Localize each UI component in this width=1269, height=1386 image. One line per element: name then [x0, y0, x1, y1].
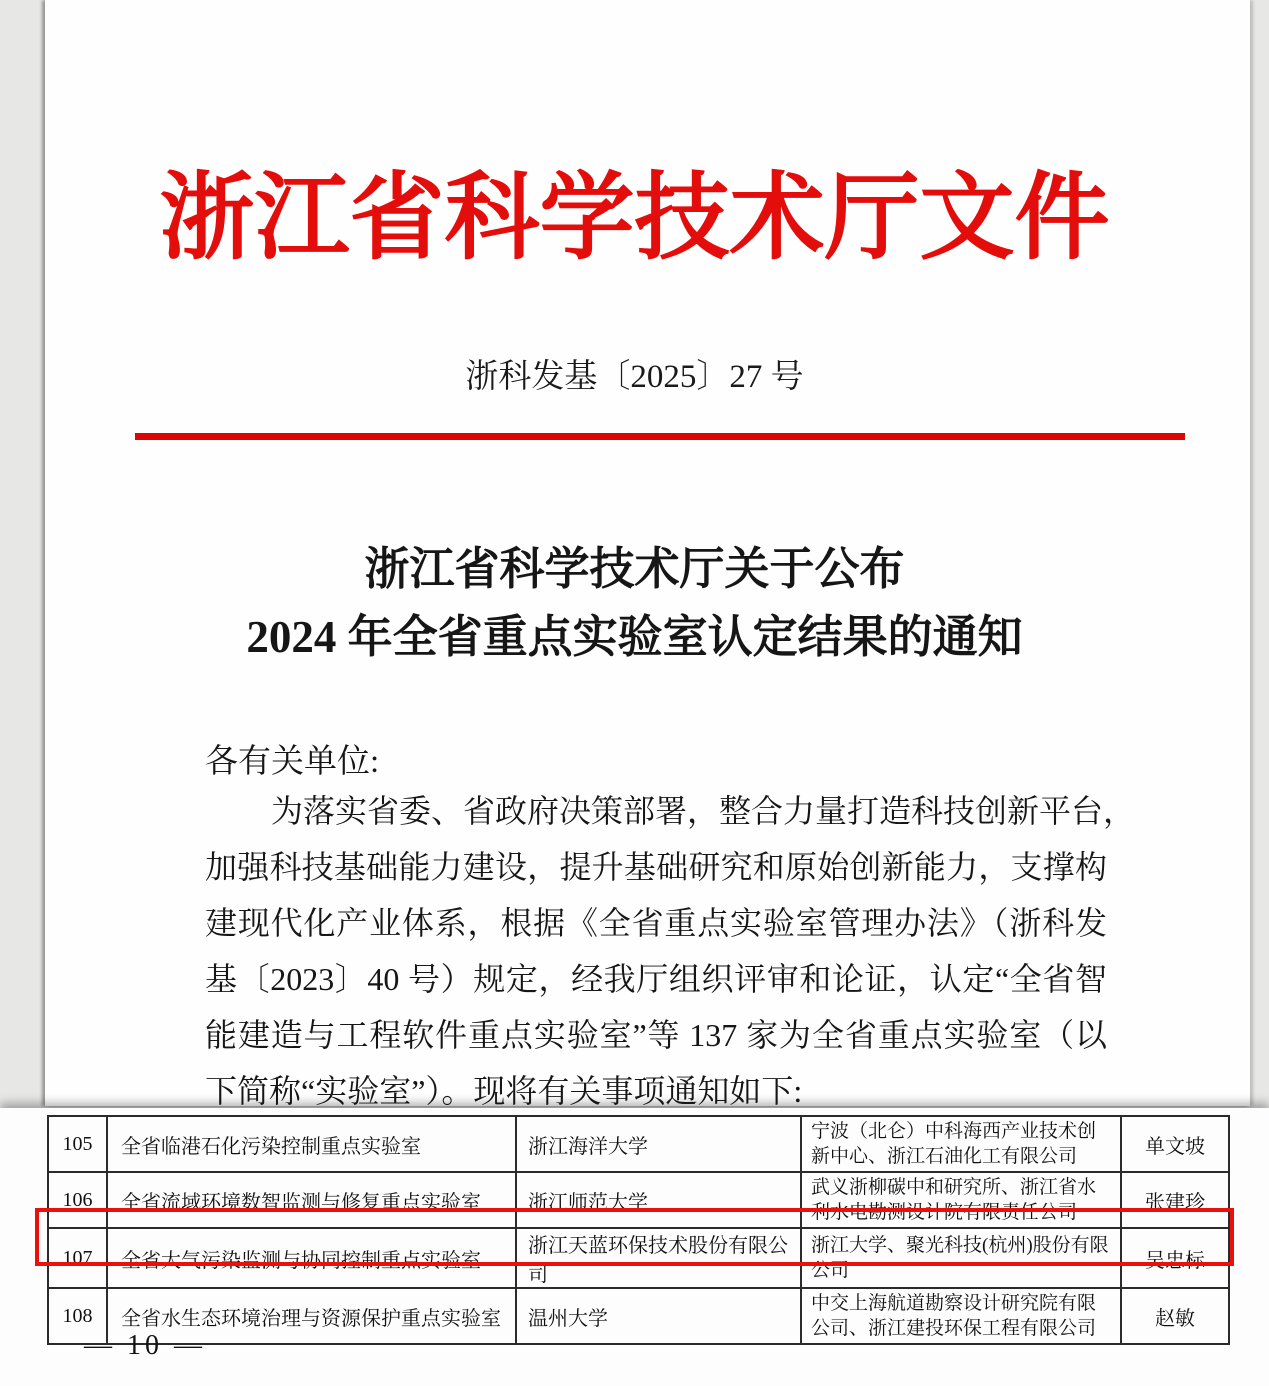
- partners-cell: 中交上海航道勘察设计研究院有限公司、浙江建投环保工程有限公司: [801, 1288, 1121, 1344]
- salutation: 各有关单位:: [205, 744, 380, 780]
- body-line: 建现代化产业体系，根据《全省重点实验室管理办法》（浙科发: [205, 905, 1107, 941]
- partners-cell: 浙江大学、聚光科技(杭州)股份有限公司: [801, 1228, 1121, 1288]
- document-number: 浙科发基〔2025〕27 号: [465, 359, 804, 395]
- director-cell: 赵敏: [1121, 1288, 1229, 1344]
- lab-name-cell: 全省临港石化污染控制重点实验室: [107, 1116, 516, 1172]
- notice-body-paragraph: [205, 783, 1136, 1119]
- lab-results-table: [47, 1115, 1230, 1345]
- director-cell: 张建珍: [1121, 1172, 1229, 1228]
- table-row: [48, 1288, 1229, 1344]
- lab-name-cell: 全省流域环境数智监测与修复重点实验室: [107, 1172, 516, 1228]
- lab-name-cell: 全省大气污染监测与协同控制重点实验室: [107, 1228, 516, 1288]
- body-line: 加强科技基础能力建设，提升基础研究和原始创新能力，支撑构: [205, 849, 1107, 885]
- director-cell: 吴忠标: [1121, 1228, 1229, 1288]
- body-line: 下简称“实验室”）。现将有关事项通知如下:: [205, 1073, 803, 1109]
- table-row: [48, 1172, 1229, 1228]
- table-row-highlighted: [48, 1228, 1229, 1288]
- body-line: 能建造与工程软件重点实验室”等 137 家为全省重点实验室（以: [205, 1017, 1107, 1053]
- page-number: — 10 —: [84, 1330, 206, 1361]
- notice-title-line-1: 浙江省科学技术厅关于公布: [364, 544, 905, 594]
- row-number-cell: 105: [48, 1116, 107, 1172]
- red-divider-line: [135, 433, 1185, 440]
- director-cell: 单文坡: [1121, 1116, 1229, 1172]
- body-line: 为落实省委、省政府决策部署，整合力量打造科技创新平台，: [271, 793, 1136, 829]
- document-header-title: 浙江省科学技术厅文件: [159, 165, 1110, 271]
- row-number-cell: 106: [48, 1172, 107, 1228]
- partners-cell: 宁波（北仑）中科海西产业技术创新中心、浙江石油化工有限公司: [801, 1116, 1121, 1172]
- institution-cell: 浙江海洋大学: [516, 1116, 801, 1172]
- row-number-cell: 107: [48, 1228, 107, 1288]
- row-number-cell: 108: [48, 1288, 107, 1344]
- notice-title-line-2: 2024 年全省重点实验室认定结果的通知: [246, 612, 1023, 662]
- institution-cell: 浙江天蓝环保技术股份有限公司: [516, 1228, 801, 1288]
- institution-cell: 浙江师范大学: [516, 1172, 801, 1228]
- lab-name-cell: 全省水生态环境治理与资源保护重点实验室: [107, 1288, 516, 1344]
- institution-cell: 温州大学: [516, 1288, 801, 1344]
- table-row: [48, 1116, 1229, 1172]
- partners-cell: 武义浙柳碳中和研究所、浙江省水利水电勘测设计院有限责任公司: [801, 1172, 1121, 1228]
- body-line: 基〔2023〕40 号）规定，经我厅组织评审和论证，认定“全省智: [205, 961, 1107, 997]
